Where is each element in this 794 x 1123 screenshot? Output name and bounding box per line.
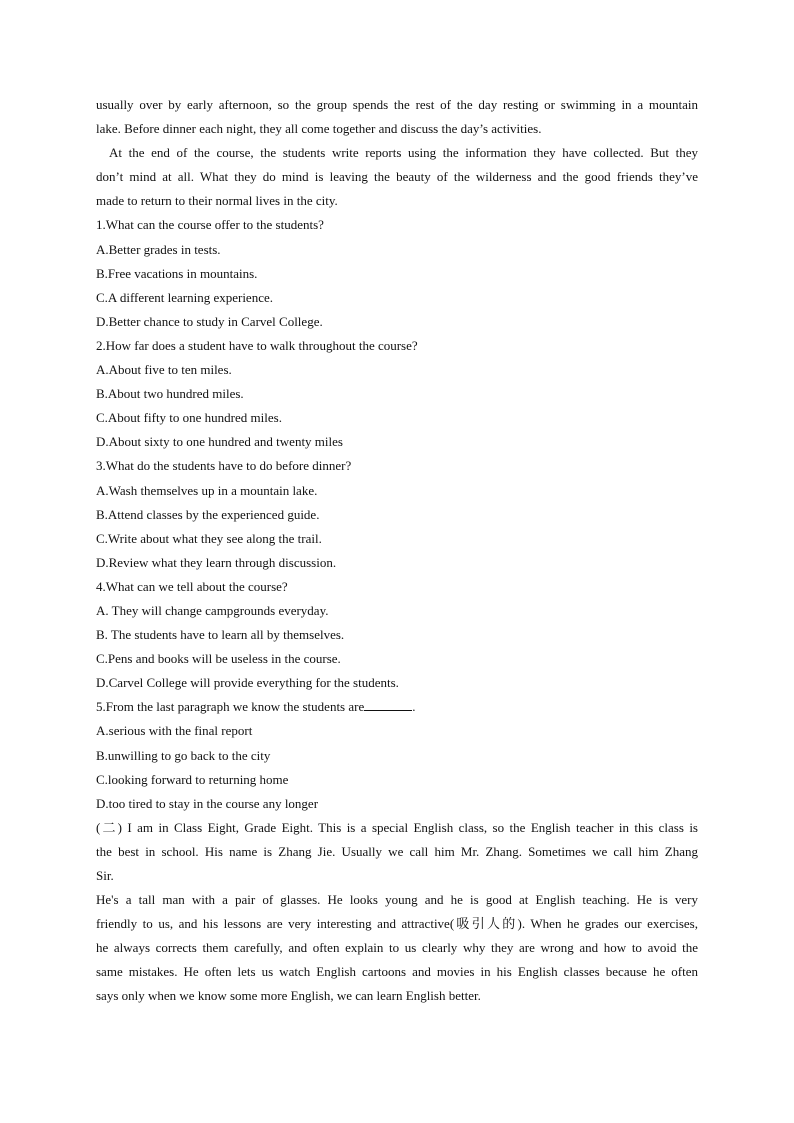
answer-option: C.A different learning experience. — [96, 289, 273, 305]
section-two-line: He's a tall man with a pair of glasses. He looks young and he is good at English teaching. He is very — [96, 892, 698, 908]
passage-line: lake. Before dinner each night, they all come together and discuss the day’s activities. — [96, 121, 542, 137]
answer-option: B.About two hundred miles. — [96, 386, 244, 402]
question-stem: 2.How far does a student have to walk throughout the course? — [96, 337, 418, 353]
answer-option: B.Attend classes by the experienced guide. — [96, 506, 320, 522]
answer-option: A.serious with the final report — [96, 723, 253, 739]
passage-paragraph-line: At the end of the course, the students write reports using the information they have collected. But they — [109, 145, 698, 161]
question-stem — [96, 695, 698, 719]
answer-option: D.Carvel College will provide everything for the students. — [96, 675, 399, 691]
section-two-line: the best in school. His name is Zhang Jie. Usually we call him Mr. Zhang. Sometimes we call him Zhang — [96, 843, 698, 859]
answer-option: C.About fifty to one hundred miles. — [96, 410, 282, 426]
answer-blank[interactable] — [364, 698, 412, 711]
answer-option: B.Free vacations in mountains. — [96, 265, 258, 281]
answer-option: C.looking forward to returning home — [96, 771, 289, 787]
section-two-line: friendly to us, and his lessons are very interesting and attractive(吸引人的). When he grades our exercises, — [96, 916, 698, 932]
passage-paragraph-line: made to return to their normal lives in the city. — [96, 193, 338, 209]
question-stem: 1.What can the course offer to the students? — [96, 217, 324, 233]
section-two-line: he always corrects them carefully, and often explain to us clearly why they are wrong and how to avoid the — [96, 940, 698, 956]
answer-option: C.Write about what they see along the trail. — [96, 530, 322, 546]
answer-option: A.About five to ten miles. — [96, 362, 232, 378]
answer-option: A.Better grades in tests. — [96, 241, 221, 257]
passage-paragraph-line: don’t mind at all. What they do mind is leaving the beauty of the wilderness and the good friends they’ve — [96, 169, 698, 185]
section-two-line: same mistakes. He often lets us watch English cartoons and movies in his English classes because he often — [96, 964, 698, 980]
answer-option: C.Pens and books will be useless in the course. — [96, 651, 341, 667]
answer-option: D.Review what they learn through discussion. — [96, 554, 337, 570]
answer-option: B.unwilling to go back to the city — [96, 747, 271, 763]
section-two-line: Sir. — [96, 868, 114, 883]
answer-option: A. They will change campgrounds everyday. — [96, 602, 329, 618]
section-two-line: says only when we know some more English, we can learn English better. — [96, 988, 481, 1004]
question-stem: 4.What can we tell about the course? — [96, 578, 288, 594]
answer-option: B. The students have to learn all by themselves. — [96, 627, 345, 643]
question-stem-end: . — [412, 699, 416, 715]
passage-line: usually over by early afternoon, so the group spends the rest of the day resting or swimming in a mountain — [96, 97, 698, 112]
answer-option: D.About sixty to one hundred and twenty miles — [96, 434, 343, 450]
answer-option: D.too tired to stay in the course any longer — [96, 795, 319, 811]
answer-option: D.Better chance to study in Carvel College. — [96, 313, 323, 329]
section-two-line: (二) I am in Class Eight, Grade Eight. This is a special English class, so the English teacher in this class is — [96, 819, 698, 835]
document-content — [96, 93, 698, 1009]
question-stem-text: 5.From the last paragraph we know the students are — [96, 699, 365, 715]
question-stem: 3.What do the students have to do before dinner? — [96, 458, 352, 474]
answer-option: A.Wash themselves up in a mountain lake. — [96, 482, 318, 498]
